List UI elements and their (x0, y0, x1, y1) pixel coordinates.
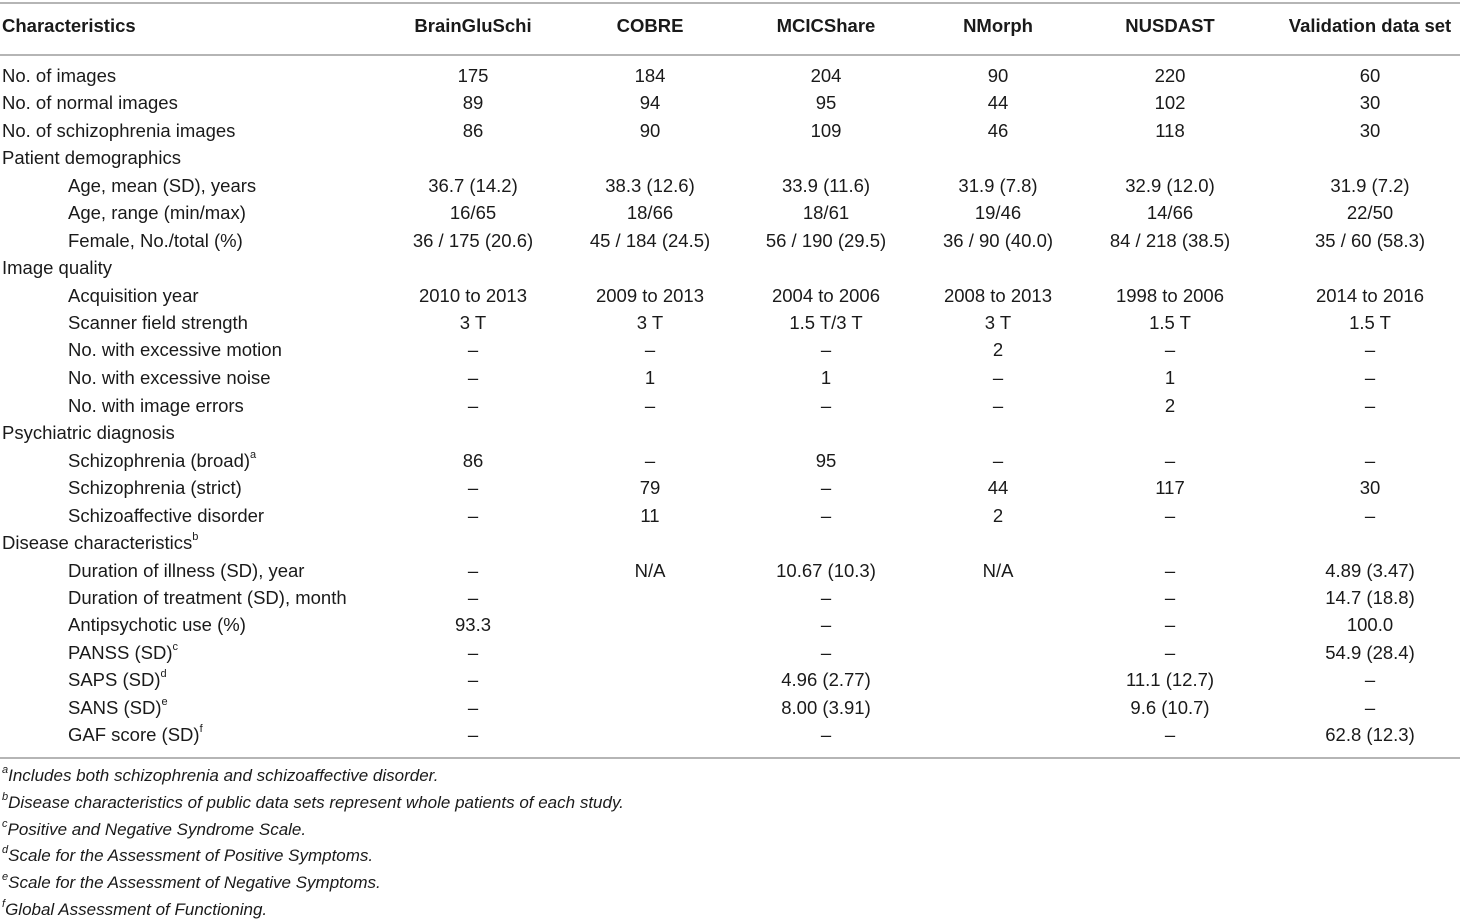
table-cell: – (820, 642, 832, 663)
table-cell: 44 (987, 477, 1009, 498)
table-cell: – (820, 395, 832, 416)
table-cell: – (1164, 587, 1176, 608)
table-cell: 1998 to 2006 (1115, 285, 1225, 306)
table-top-rule (0, 2, 1460, 4)
table-cell: – (820, 339, 832, 360)
table-cell: 32.9 (12.0) (1125, 175, 1215, 196)
table-cell: 22/50 (1346, 202, 1394, 223)
row-label: SAPS (SD)$^d$ (68, 668, 167, 690)
row-label: No. with excessive noise (68, 367, 271, 388)
row-label: No. of normal images (2, 92, 178, 113)
table-cell: 14.7 (18.8) (1325, 587, 1415, 608)
table-cell: 204 (810, 65, 842, 86)
table-cell: 44 (987, 92, 1009, 113)
table-cell: – (1364, 450, 1376, 471)
table-cell: 1.5 T/3 T (789, 312, 863, 333)
footnote (2, 766, 438, 786)
table-cell: 1 (1164, 367, 1176, 388)
table-cell: 79 (639, 477, 661, 498)
table-cell: – (820, 477, 832, 498)
table-cell: 56 / 190 (29.5) (765, 230, 887, 251)
table-cell: 2009 to 2013 (595, 285, 705, 306)
table-bottom-rule (0, 757, 1460, 759)
row-label: Antipsychotic use (%) (68, 614, 246, 635)
table-cell: 1 (820, 367, 832, 388)
table-cell: 4.96 (2.77) (781, 669, 871, 690)
row-label: Female, No./total (%) (68, 230, 243, 251)
table-cell: 220 (1154, 65, 1186, 86)
table-cell: 118 (1155, 120, 1185, 141)
row-label: Schizophrenia (strict) (68, 477, 242, 498)
footnote-marker: b (192, 531, 199, 543)
header-characteristics: Characteristics (2, 15, 136, 36)
row-label: No. with image errors (68, 395, 244, 416)
table-cell: 36.7 (14.2) (428, 175, 518, 196)
table-cell: 1.5 T (1349, 312, 1391, 333)
footnote-text: Includes both schizophrenia and schizoaffective disorder. (8, 766, 439, 785)
table-cell: 31.9 (7.2) (1330, 175, 1410, 196)
table-cell: – (820, 724, 832, 745)
table-cell: 18/61 (802, 202, 850, 223)
row-label: Duration of illness (SD), year (68, 560, 305, 581)
table-cell: 45 / 184 (24.5) (589, 230, 711, 251)
table-cell: 11 (640, 505, 660, 526)
footnote-marker: d (2, 844, 9, 856)
table-cell: 184 (634, 65, 666, 86)
footnote-text: Positive and Negative Syndrome Scale. (7, 820, 307, 839)
table-cell: 18/66 (626, 202, 674, 223)
footnote-text: Scale for the Assessment of Negative Symptoms. (8, 873, 381, 892)
table-cell: – (467, 587, 479, 608)
table-cell: 84 / 218 (38.5) (1109, 230, 1231, 251)
table-cell: – (467, 477, 479, 498)
table-cell: – (467, 724, 479, 745)
footnote-marker: d (160, 668, 167, 680)
footnote (2, 793, 624, 813)
table-cell: 2 (1164, 395, 1176, 416)
row-label: Schizophrenia (broad)$^a$ (68, 449, 257, 471)
header-dataset: BrainGluSchi (414, 15, 532, 36)
row-label: Age, range (min/max) (68, 202, 246, 223)
row-label: Duration of treatment (SD), month (68, 587, 347, 608)
table-cell: 62.8 (12.3) (1325, 724, 1415, 745)
table-cell: – (467, 560, 479, 581)
table-cell: 30 (1359, 92, 1381, 113)
table-cell: 35 / 60 (58.3) (1314, 230, 1426, 251)
footnote (2, 846, 373, 866)
table-cell: 89 (462, 92, 484, 113)
table-cell: 11.1 (12.7) (1125, 669, 1215, 690)
footnote-marker: a (250, 449, 257, 461)
table-cell: 117 (1155, 477, 1185, 498)
table-cell: 8.00 (3.91) (781, 697, 871, 718)
footnote-marker: e (2, 871, 9, 883)
table-cell: 31.9 (7.8) (958, 175, 1038, 196)
table-cell: 86 (462, 450, 484, 471)
table-cell: 54.9 (28.4) (1325, 642, 1415, 663)
table-cell: – (1164, 642, 1176, 663)
row-label: Psychiatric diagnosis (2, 422, 175, 443)
table-cell: 36 / 90 (40.0) (942, 230, 1054, 251)
table-cell: N/A (982, 560, 1014, 581)
row-label: No. of images (2, 65, 117, 86)
table-cell: – (1164, 339, 1176, 360)
row-label: No. of schizophrenia images (2, 120, 236, 141)
header-dataset: NMorph (963, 15, 1033, 36)
table-cell: 60 (1359, 65, 1381, 86)
table-cell: 14/66 (1146, 202, 1194, 223)
table-cell: 2014 to 2016 (1315, 285, 1425, 306)
footnote-marker: e (161, 696, 168, 708)
table-cell: – (1364, 697, 1376, 718)
row-label: Schizoaffective disorder (68, 505, 265, 526)
table-cell: – (467, 669, 479, 690)
table-cell: – (820, 587, 832, 608)
table-cell: 175 (457, 65, 489, 86)
table-cell: 2 (992, 339, 1004, 360)
table-cell: 2004 to 2006 (771, 285, 881, 306)
table-cell: – (992, 450, 1004, 471)
table-cell: 30 (1359, 120, 1381, 141)
row-label: PANSS (SD)$^c$ (68, 641, 179, 663)
footnote-marker: c (2, 818, 8, 830)
table-cell: – (1164, 560, 1176, 581)
table-cell: – (1164, 614, 1176, 635)
table-cell: – (467, 697, 479, 718)
row-label: Age, mean (SD), years (68, 175, 257, 196)
row-label: Image quality (2, 257, 113, 278)
table-cell: – (1364, 367, 1376, 388)
table-cell: 3 T (459, 312, 487, 333)
table-cell: 90 (639, 120, 661, 141)
table-cell: – (644, 395, 656, 416)
table-cell: – (1364, 339, 1376, 360)
table-cell: 102 (1154, 92, 1186, 113)
header-dataset: NUSDAST (1125, 15, 1215, 36)
table-cell: 38.3 (12.6) (605, 175, 695, 196)
table-cell: 33.9 (11.6) (781, 175, 871, 196)
table-cell: 2 (992, 505, 1004, 526)
table-cell: 19/46 (974, 202, 1022, 223)
table-cell: 3 T (984, 312, 1012, 333)
footnote-text: Global Assessment of Functioning. (5, 900, 268, 919)
row-label: Disease characteristics$^b$ (2, 531, 199, 553)
row-label: GAF score (SD)$^f$ (68, 723, 203, 745)
footnote (2, 820, 306, 840)
table-cell: 2010 to 2013 (418, 285, 528, 306)
row-label: No. with excessive motion (68, 339, 282, 360)
table-cell: 4.89 (3.47) (1325, 560, 1415, 581)
table-cell: 95 (815, 450, 837, 471)
table-cell: – (1164, 450, 1176, 471)
footnote (2, 873, 381, 893)
row-label: Patient demographics (2, 147, 181, 168)
table-cell: 10.67 (10.3) (776, 560, 876, 581)
table-cell: – (992, 395, 1004, 416)
header-dataset: COBRE (616, 15, 684, 36)
table-cell: – (467, 339, 479, 360)
table-cell: – (992, 367, 1004, 388)
table-cell: 95 (815, 92, 837, 113)
table-cell: – (820, 505, 832, 526)
table-cell: – (1164, 724, 1176, 745)
footnote-marker: f (199, 723, 203, 735)
row-label: Acquisition year (68, 285, 199, 306)
table-cell: 9.6 (10.7) (1130, 697, 1210, 718)
table-cell: – (467, 367, 479, 388)
table-cell: 109 (810, 120, 842, 141)
table-cell: 94 (639, 92, 661, 113)
footnote-text: Scale for the Assessment of Positive Symptoms. (8, 846, 374, 865)
table-cell: – (644, 339, 656, 360)
footnote-marker: a (2, 764, 9, 776)
header-dataset: MCICShare (776, 15, 876, 36)
table-cell: 90 (987, 65, 1009, 86)
table-cell: – (1364, 395, 1376, 416)
table-cell: N/A (634, 560, 666, 581)
table-cell: 1.5 T (1149, 312, 1191, 333)
table-cell: 30 (1359, 477, 1381, 498)
row-label: Scanner field strength (68, 312, 248, 333)
footnote-marker: f (2, 898, 6, 910)
table-cell: 3 T (636, 312, 664, 333)
header-dataset: Validation data set (1288, 15, 1452, 36)
table-cell: 2008 to 2013 (943, 285, 1053, 306)
table-cell: 16/65 (449, 202, 497, 223)
table-cell: – (467, 505, 479, 526)
table-cell: 36 / 175 (20.6) (412, 230, 534, 251)
table-cell: 93.3 (454, 614, 492, 635)
footnote (2, 900, 267, 920)
table-cell: – (1164, 505, 1176, 526)
table-cell: – (820, 614, 832, 635)
table-cell: 100.0 (1346, 614, 1394, 635)
footnote-text: Disease characteristics of public data sets represent whole patients of each study. (8, 793, 624, 812)
footnote-marker: c (172, 641, 179, 653)
header-bottom-rule (0, 54, 1460, 56)
table-cell: – (467, 395, 479, 416)
table-cell: – (467, 642, 479, 663)
footnote-marker: b (2, 791, 9, 803)
table-cell: 86 (462, 120, 484, 141)
table-cell: – (644, 450, 656, 471)
table-cell: – (1364, 505, 1376, 526)
row-label: SANS (SD)$^e$ (68, 696, 168, 718)
table-cell: 1 (644, 367, 656, 388)
table-cell: 46 (987, 120, 1009, 141)
table-cell: – (1364, 669, 1376, 690)
